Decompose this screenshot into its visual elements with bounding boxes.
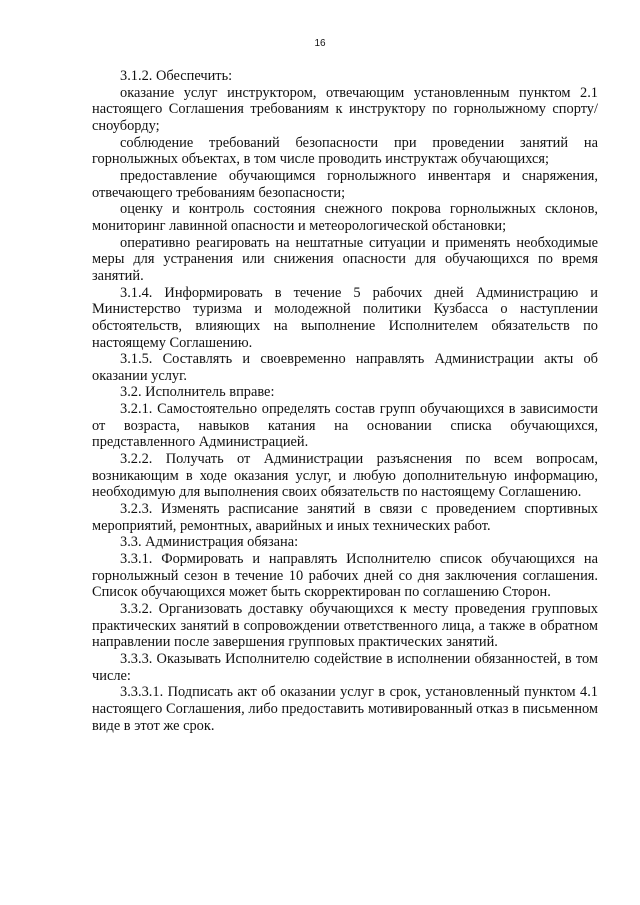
paragraph: соблюдение требований безопасности при проведении занятий на горнолыжных объектах, в том числе проводить инструктаж обучающихся;	[92, 134, 598, 168]
paragraph: 3.3. Администрация обязана:	[120, 534, 299, 551]
paragraph: 3.1.2. Обеспечить:	[120, 68, 233, 84]
paragraph: 3.1.5. Составлять и своевременно направлять Администрации акты об оказании услуг.	[92, 351, 598, 384]
paragraph: оценку и контроль состояния снежного покрова горнолыжных склонов, мониторинг лавинной опасности и метеорологической обстановки;	[92, 201, 598, 234]
paragraph: 3.2. Исполнитель вправе:	[120, 384, 275, 401]
paragraph: 3.2.1. Самостоятельно определять состав групп обучающихся в зависимости от возраста, навыков катания на основании списка обучающихся, представленного Администрацией.	[92, 401, 598, 451]
paragraph: 3.2.2. Получать от Администрации разъяснения по всем вопросам, возникающим в ходе оказания услуг, и любую дополнительную информацию, необходимую для выполнения своих обязательств по настоящему Соглашению.	[92, 451, 598, 501]
paragraph: 3.2.3. Изменять расписание занятий в связи с проведением спортивных мероприятий, ремонтных, аварийных и иных технических работ.	[92, 501, 598, 534]
paragraph: 3.3.2. Организовать доставку обучающихся к месту проведения групповых практических занятий в сопровождении ответственного лица, а также в обратном направлении после завершения групповых практических занятий.	[92, 601, 598, 651]
paragraph: 3.1.4. Информировать в течение 5 рабочих дней Администрацию и Министерство туризма и молодежной политики Кузбасса о наступлении обстоятельств, влияющих на выполнение Исполнителем обязательств по настоящему Соглашению.	[92, 284, 598, 351]
paragraph: оперативно реагировать на нештатные ситуации и применять необходимые меры для устранения или снижения опасности для обучающихся по время занятий.	[92, 234, 598, 284]
paragraph: 3.3.1. Формировать и направлять Исполнителю список обучающихся на горнолыжный сезон в течение 10 рабочих дней со дня заключения соглашения. Список обучающихся может быть скорректирован по соглашению Сторон.	[92, 551, 598, 601]
paragraph: 3.3.3. Оказывать Исполнителю содействие в исполнении обязанностей, в том числе:	[92, 650, 598, 684]
paragraph: оказание услуг инструктором, отвечающим установленным пунктом 2.1 настоящего Соглашения требованиям к инструктору по горнолыжному спорту/сноуборду;	[92, 84, 598, 134]
page-number: 16	[314, 38, 326, 49]
paragraph: 3.3.3.1. Подписать акт об оказании услуг в срок, установленный пунктом 4.1 настоящего Соглашения, либо предоставить мотивированный отказ в письменном виде в этот же срок.	[92, 684, 598, 734]
paragraph: предоставление обучающимся горнолыжного инвентаря и снаряжения, отвечающего требованиям безопасности;	[92, 167, 598, 201]
document-body	[92, 68, 598, 734]
